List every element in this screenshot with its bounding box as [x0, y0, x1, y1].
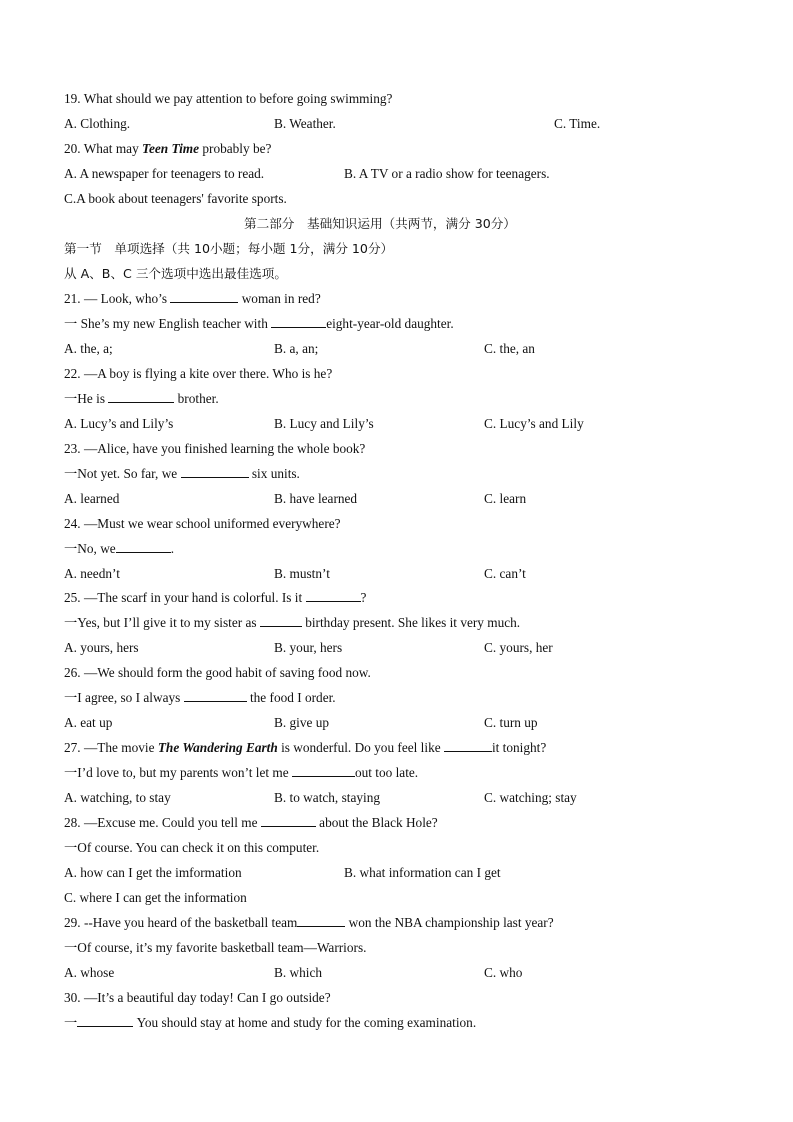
section-1-title: 第一节 单项选择（共 10小题；每小题 1分，满分 10分）: [64, 241, 394, 256]
q28-option-c: C. where I can get the information: [64, 890, 247, 905]
q22-option-c: C. Lucy’s and Lily: [484, 416, 584, 431]
question-22-line-2: 一He is brother.: [64, 391, 219, 406]
answer-blank: [260, 613, 302, 627]
q27-option-b: B. to watch, staying: [274, 790, 380, 805]
question-28-line-2: 一Of course. You can check it on this computer.: [64, 840, 320, 855]
q28-option-b: B. what information can I get: [344, 865, 501, 880]
question-29-line-1: 29. --Have you heard of the basketball team won the NBA championship last year?: [64, 915, 554, 930]
question-19-stem: 19. What should we pay attention to before going swimming?: [64, 91, 393, 106]
answer-blank: [444, 738, 492, 752]
question-25-line-2: 一Yes, but I’ll give it to my sister as birthday present. She likes it very much.: [64, 615, 521, 630]
q25-option-b: B. your, hers: [274, 640, 343, 655]
question-26-line-1: 26. —We should form the good habit of saving food now.: [64, 665, 371, 680]
question-30-line-1: 30. —It’s a beautiful day today! Can I go outside?: [64, 990, 331, 1005]
question-30-line-2: 一 You should stay at home and study for the coming examination.: [64, 1015, 477, 1030]
question-24-line-2: 一No, we .: [64, 541, 175, 556]
question-27-line-1: 27. —The movie The Wandering Earth is wonderful. Do you feel like it tonight?: [64, 740, 547, 755]
q24-option-b: B. mustn’t: [274, 566, 330, 581]
answer-blank: [116, 539, 171, 553]
q20-option-a: A. A newspaper for teenagers to read.: [64, 166, 265, 181]
q29-option-b: B. which: [274, 965, 323, 980]
q25-option-c: C. yours, her: [484, 640, 553, 655]
question-28-line-1: 28. —Excuse me. Could you tell me about the Black Hole?: [64, 815, 438, 830]
question-26-line-2: 一I agree, so I always the food I order.: [64, 690, 336, 705]
question-24-line-1: 24. —Must we wear school uniformed everywhere?: [64, 516, 341, 531]
q28-option-a: A. how can I get the imformation: [64, 865, 242, 880]
answer-blank: [297, 913, 345, 927]
teen-time-title: Teen Time: [142, 141, 200, 156]
q27-option-c: C. watching; stay: [484, 790, 577, 805]
q20-option-c: C.A book about teenagers' favorite sports.: [64, 191, 287, 206]
q21-option-a: A. the, a;: [64, 341, 113, 356]
q24-option-c: C. can’t: [484, 566, 526, 581]
section-1-instruction: 从 A、B、C 三个选项中选出最佳选项。: [64, 266, 287, 281]
answer-blank: [170, 289, 238, 303]
question-23-line-1: 23. —Alice, have you finished learning the whole book?: [64, 441, 366, 456]
answer-blank: [261, 813, 316, 827]
q20-option-b: B. A TV or a radio show for teenagers.: [344, 166, 550, 181]
question-22-line-1: 22. —A boy is flying a kite over there. Who is he?: [64, 366, 333, 381]
part-2-title: 第二部分 基础知识运用（共两节，满分 30分）: [244, 216, 516, 231]
question-21-line-2: 一 She’s my new English teacher with eight-year-old daughter.: [64, 316, 454, 331]
q27-option-a: A. watching, to stay: [64, 790, 171, 805]
q21-option-b: B. a, an;: [274, 341, 319, 356]
q19-option-c: C. Time.: [554, 116, 601, 131]
q24-option-a: A. needn’t: [64, 566, 120, 581]
q22-option-b: B. Lucy and Lily’s: [274, 416, 374, 431]
question-29-line-2: 一Of course, it’s my favorite basketball team—Warriors.: [64, 940, 367, 955]
q19-option-b: B. Weather.: [274, 116, 336, 131]
answer-blank: [108, 389, 174, 403]
q22-option-a: A. Lucy’s and Lily’s: [64, 416, 174, 431]
question-20-stem: 20. What may Teen Time probably be?: [64, 141, 272, 156]
answer-blank: [184, 688, 247, 702]
question-27-line-2: 一I’d love to, but my parents won’t let me out too late.: [64, 765, 419, 780]
question-23-line-2: 一Not yet. So far, we six units.: [64, 466, 300, 481]
movie-title: The Wandering Earth: [157, 740, 278, 755]
answer-blank: [181, 464, 249, 478]
q23-option-a: A. learned: [64, 491, 120, 506]
q23-option-b: B. have learned: [274, 491, 358, 506]
answer-blank: [77, 1013, 133, 1027]
q25-option-a: A. yours, hers: [64, 640, 139, 655]
q23-option-c: C. learn: [484, 491, 527, 506]
answer-blank: [292, 763, 355, 777]
q29-option-c: C. who: [484, 965, 523, 980]
question-25-line-1: 25. —The scarf in your hand is colorful. Is it ?: [64, 590, 367, 605]
answer-blank: [271, 314, 326, 328]
q19-option-a: A. Clothing.: [64, 116, 131, 131]
q26-option-a: A. eat up: [64, 715, 113, 730]
q26-option-b: B. give up: [274, 715, 330, 730]
q26-option-c: C. turn up: [484, 715, 538, 730]
answer-blank: [306, 588, 361, 602]
q29-option-a: A. whose: [64, 965, 115, 980]
question-21-line-1: 21. — Look, who’s woman in red?: [64, 291, 321, 306]
q21-option-c: C. the, an: [484, 341, 535, 356]
